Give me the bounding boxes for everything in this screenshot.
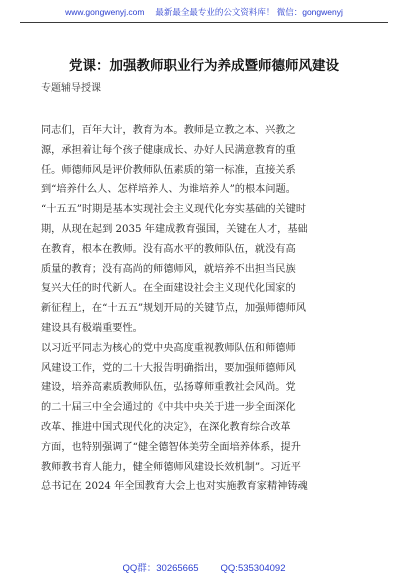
document-body bbox=[41, 121, 367, 497]
body-line: 总书记在 2024 年全国教育大会上也对实施教育家精神铸魂 bbox=[41, 481, 308, 493]
body-line: 任。师德师风是评价教师队伍素质的第一标准，直接关系 bbox=[41, 164, 296, 176]
body-line: 质量的教育；没有高尚的师德师风，就培养不出担当民族 bbox=[41, 263, 296, 275]
body-line: 的二十届三中全会通过的《中共中央关于进一步全面深化 bbox=[41, 402, 296, 414]
body-line: 建设，培养高素质教师队伍，弘扬尊师重教社会风尚。党 bbox=[41, 382, 296, 394]
body-line: 期，从现在起到 2035 年建成教育强国，关键在人才，基础 bbox=[41, 223, 308, 235]
header-divider bbox=[20, 22, 388, 23]
footer-qq: QQ:535304092 bbox=[220, 563, 286, 574]
footer-qq-group: QQ群：30265665 bbox=[122, 563, 199, 574]
body-line: 新征程上，在“十五五”规划开局的关键节点，加强师德师风 bbox=[41, 303, 307, 315]
header-text: www.gongwenyj.com 最新最全最专业的公文资料库！ 微信：gongwenyj bbox=[65, 7, 343, 17]
document-title: 党课：加强教师职业行为养成暨师德师风建设 bbox=[69, 58, 339, 74]
body-line: 方面，也特别强调了“健全德智体美劳全面培养体系，提升 bbox=[41, 441, 301, 453]
body-line: 教师教书育人能力，健全师德师风建设长效机制”。习近平 bbox=[41, 461, 301, 473]
body-line: 在教育，根本在教师。没有高水平的教师队伍，就没有高 bbox=[41, 243, 296, 255]
body-line: 到“培养什么人、怎样培养人、为谁培养人”的根本问题。 bbox=[41, 184, 296, 196]
document-subtitle: 专题辅导授课 bbox=[41, 83, 101, 94]
body-line: 建设具有极端重要性。 bbox=[41, 322, 143, 334]
body-line: 复兴大任的时代新人。在全面建设社会主义现代化国家的 bbox=[41, 283, 296, 295]
site-footer bbox=[0, 560, 408, 574]
body-line: “十五五”时期是基本实现社会主义现代化夯实基础的关键时 bbox=[41, 204, 307, 216]
body-line: 改革、推进中国式现代化的决定》，在深化教育综合改革 bbox=[41, 421, 291, 433]
body-line: 同志们，百年大计，教育为本。教师是立教之本、兴教之 bbox=[41, 125, 296, 136]
body-line: 以习近平同志为核心的党中央高度重视教师队伍和师德师 bbox=[41, 342, 296, 354]
body-line: 源，承担着让每个孩子健康成长、办好人民满意教育的重 bbox=[41, 144, 296, 156]
site-header bbox=[0, 6, 408, 18]
body-line: 风建设工作，党的二十大报告明确指出，要加强师德师风 bbox=[41, 362, 296, 374]
